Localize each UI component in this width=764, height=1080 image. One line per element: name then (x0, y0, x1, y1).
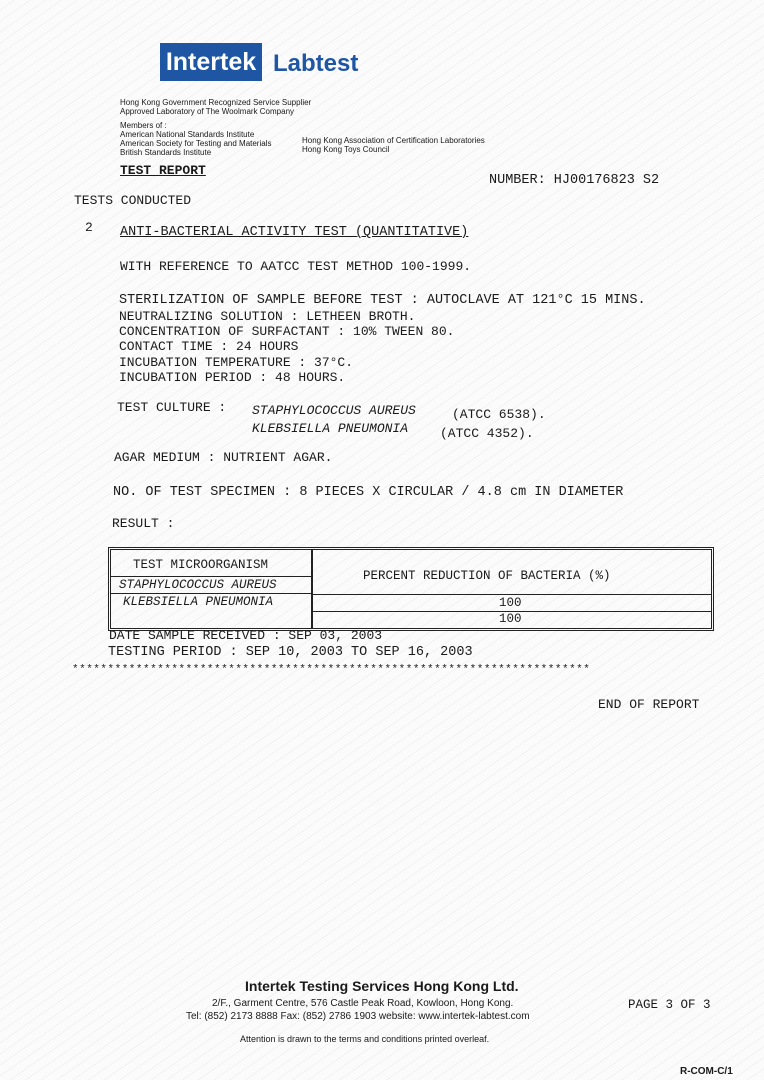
culture-1-ref: (ATCC 6538). (452, 407, 546, 422)
member-astm: American Society for Testing and Materials (120, 139, 272, 148)
test-specimen: NO. OF TEST SPECIMEN : 8 PIECES X CIRCULAR / 4.8 cm IN DIAMETER (113, 485, 624, 500)
member-ansi: American National Standards Institute (120, 130, 255, 139)
member-hktc: Hong Kong Toys Council (302, 145, 390, 154)
labtest-logo-text: Labtest (273, 50, 359, 77)
culture-2-name: KLEBSIELLA PNEUMONIA (252, 421, 409, 436)
test-item-number: 2 (85, 220, 93, 235)
culture-1-name: STAPHYLOCOCCUS AUREUS (252, 403, 416, 418)
table-row-2-organism: KLEBSIELLA PNEUMONIA (123, 595, 274, 609)
condition-surfactant: CONCENTRATION OF SURFACTANT : 10% TWEEN 80. (119, 324, 455, 339)
table-divider (111, 576, 311, 577)
condition-sterilization: STERILIZATION OF SAMPLE BEFORE TEST : AUTOCLAVE AT 121°C 15 MINS. (119, 293, 646, 308)
tests-conducted-heading: TESTS CONDUCTED (74, 193, 192, 208)
table-column-divider (311, 550, 313, 628)
header-members-label: Members of : (120, 121, 167, 130)
table-row-1-organism: STAPHYLOCOCCUS AUREUS (119, 578, 277, 592)
footer-contact: Tel: (852) 2173 8888 Fax: (852) 2786 1903 website: www.intertek-labtest.com (186, 1011, 530, 1022)
table-row-1-value: 100 (499, 596, 522, 610)
date-sample-received: DATE SAMPLE RECEIVED : SEP 03, 2003 (109, 628, 383, 643)
form-code: R-COM-C/1 (680, 1066, 733, 1077)
table-row-2-value: 100 (499, 612, 522, 626)
footer-address: 2/F., Garment Centre, 576 Castle Peak Road, Kowloon, Hong Kong. (212, 998, 514, 1009)
table-divider (311, 594, 711, 595)
condition-contact-time: CONTACT TIME : 24 HOURS (119, 339, 299, 354)
member-hkacl: Hong Kong Association of Certification Laboratories (302, 136, 485, 145)
header-recognized: Hong Kong Government Recognized Service Supplier (120, 98, 312, 107)
agar-medium: AGAR MEDIUM : NUTRIENT AGAR. (114, 450, 333, 465)
condition-incubation-period: INCUBATION PERIOD : 48 HOURS. (119, 370, 346, 385)
report-title: TEST REPORT (120, 163, 206, 178)
intertek-logo: Intertek (160, 43, 262, 81)
result-table (108, 547, 714, 631)
test-culture-label: TEST CULTURE : (117, 400, 227, 415)
culture-2-ref: (ATCC 4352). (440, 426, 534, 441)
table-header-reduction: PERCENT REDUCTION OF BACTERIA (%) (363, 569, 611, 583)
report-number: NUMBER: HJ00176823 S2 (489, 173, 660, 188)
end-star-line: ************************************************************************* (72, 664, 591, 676)
table-divider (111, 593, 311, 594)
page-number: PAGE 3 OF 3 (628, 998, 711, 1012)
condition-incubation-temp: INCUBATION TEMPERATURE : 37°C. (119, 355, 354, 370)
member-bsi: British Standards Institute (120, 148, 212, 157)
end-of-report: END OF REPORT (598, 697, 700, 712)
testing-period: TESTING PERIOD : SEP 10, 2003 TO SEP 16, 2003 (108, 645, 473, 660)
condition-neutralizing: NEUTRALIZING SOLUTION : LETHEEN BROTH. (119, 309, 416, 324)
header-woolmark: Approved Laboratory of The Woolmark Company (120, 107, 295, 116)
footer-attention: Attention is drawn to the terms and conditions printed overleaf. (240, 1034, 490, 1044)
test-reference: WITH REFERENCE TO AATCC TEST METHOD 100-1999. (120, 259, 472, 274)
test-name: ANTI-BACTERIAL ACTIVITY TEST (QUANTITATIVE) (120, 225, 469, 240)
result-label: RESULT : (112, 516, 175, 531)
table-header-organism: TEST MICROORGANISM (133, 558, 269, 572)
footer-company: Intertek Testing Services Hong Kong Ltd. (245, 978, 519, 994)
